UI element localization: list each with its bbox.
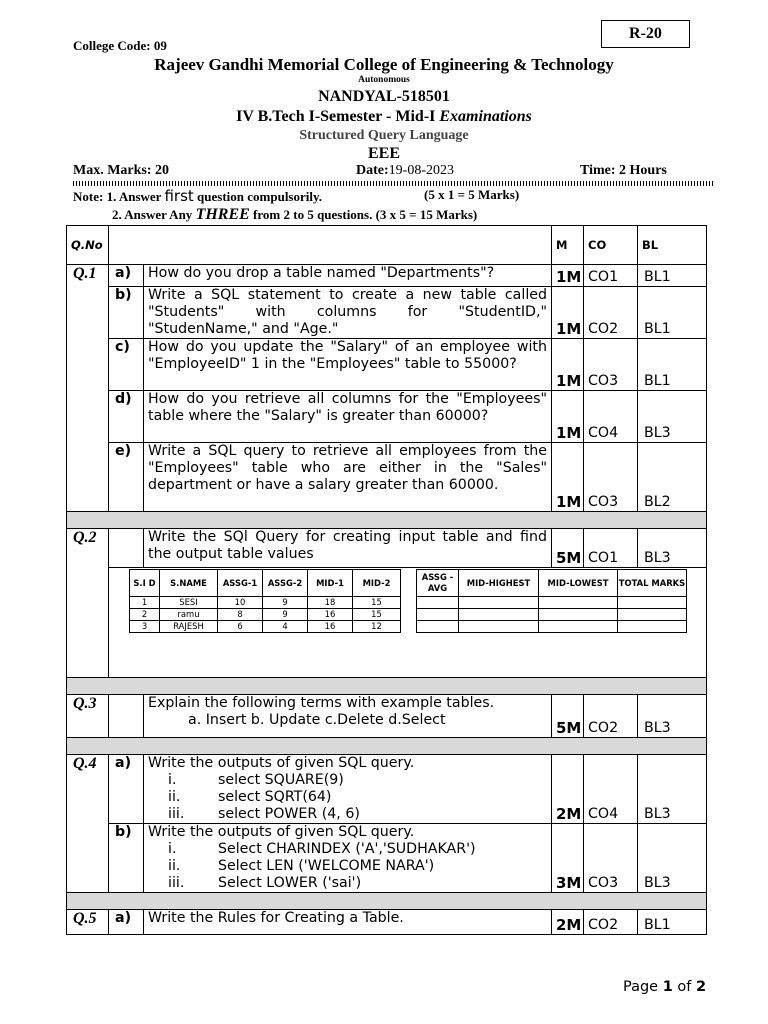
table-row — [130, 621, 401, 633]
q3-line-2: a. Insert b. Update c.Delete d.Select — [188, 712, 446, 728]
note-1-marks: (5 x 1 = 5 Marks) — [424, 187, 520, 202]
separator-row — [67, 738, 707, 755]
blooms-level: BL1 — [638, 287, 707, 339]
table-cell — [417, 597, 459, 609]
blooms-level: BL2 — [638, 443, 707, 512]
marks: 1M — [552, 339, 584, 391]
header-co: CO — [584, 226, 638, 265]
output-header-cell: ASSG -AVG — [417, 570, 459, 597]
item-number: ii. — [168, 858, 181, 874]
output-header-cell: TOTAL MARKS — [618, 570, 687, 597]
input-header-cell: ASSG-1 — [218, 570, 263, 597]
course-outcome: CO4 — [584, 391, 638, 443]
table-cell: 16 — [308, 609, 353, 621]
note-2-emphasis: THREE — [195, 206, 250, 223]
input-header-cell: MID-2 — [353, 570, 401, 597]
exam-title-prefix: IV B.Tech I-Semester - Mid-I — [236, 108, 440, 125]
sub-question-label: a) — [109, 265, 144, 287]
table-row — [67, 265, 707, 287]
course-outcome: CO3 — [584, 824, 638, 893]
table-row — [417, 609, 687, 621]
blooms-level: BL3 — [638, 695, 707, 738]
output-header-cell: MID-HIGHEST — [459, 570, 539, 597]
separator-row — [67, 678, 707, 695]
course-outcome: CO2 — [584, 910, 638, 935]
table-cell: 16 — [308, 621, 353, 633]
blooms-level: BL3 — [638, 529, 707, 568]
item-text: select POWER (4, 6) — [218, 806, 360, 822]
separator-row — [67, 512, 707, 529]
table-row — [67, 910, 707, 935]
item-number: iii. — [168, 875, 185, 891]
sub-question-label: b) — [109, 287, 144, 339]
sub-question-label: a) — [109, 755, 144, 824]
question-text: Write a SQL statement to create a new table called "Students" with columns for "StudentID," "StudenName," and "Age." — [144, 287, 552, 339]
table-cell: 18 — [308, 597, 353, 609]
table-cell — [459, 597, 539, 609]
output-table-header — [417, 570, 687, 597]
header-qno: Q.No — [67, 226, 109, 265]
header-question — [109, 226, 552, 265]
table-cell: 9 — [263, 609, 308, 621]
item-text: Select LOWER ('sai') — [218, 875, 362, 891]
page-total: 2 — [696, 979, 707, 995]
question-text: Write the Rules for Creating a Table. — [144, 910, 552, 935]
output-header-cell: MID-LOWEST — [539, 570, 618, 597]
sub-question-label — [109, 529, 144, 568]
page-footer — [623, 979, 706, 995]
list-item — [148, 772, 547, 789]
exam-title-suffix: Examinations — [439, 108, 532, 125]
separator-cell — [67, 738, 707, 755]
q4a-intro: Write the outputs of given SQL query. — [148, 755, 415, 771]
table-row — [67, 391, 707, 443]
item-text: select SQUARE(9) — [218, 772, 344, 788]
sub-question-label: a) — [109, 910, 144, 935]
course-outcome: CO3 — [584, 339, 638, 391]
course-outcome: CO2 — [584, 287, 638, 339]
list-item — [148, 789, 547, 806]
table-cell — [618, 621, 687, 633]
table-cell — [459, 609, 539, 621]
sub-question-label — [109, 695, 144, 738]
list-item — [148, 858, 547, 875]
table-cell: 10 — [218, 597, 263, 609]
input-table-header — [130, 570, 401, 597]
course-outcome: CO1 — [584, 265, 638, 287]
table-cell: ramu — [160, 609, 218, 621]
table-cell: 2 — [130, 609, 160, 621]
college-name: Rajeev Gandhi Memorial College of Engineering & Technology — [154, 55, 614, 74]
exam-title — [0, 108, 768, 126]
header-bl: BL — [638, 226, 707, 265]
question-text: How do you update the "Salary" of an employee with "EmployeeID" 1 in the "Employees" table to 55000? — [144, 339, 552, 391]
note-2 — [112, 206, 477, 224]
table-cell — [618, 597, 687, 609]
of-word: of — [672, 979, 697, 995]
item-text: select SQRT(64) — [218, 789, 332, 805]
list-item — [148, 841, 547, 858]
item-number: i. — [168, 772, 177, 788]
date-value: 19-08-2023 — [388, 163, 454, 178]
question-number: Q.1 — [67, 265, 109, 512]
marks: 5M — [552, 695, 584, 738]
table-row — [67, 824, 707, 893]
dotted-divider — [73, 181, 714, 186]
autonomous-label: Autonomous — [358, 75, 410, 85]
table-cell: SESI — [160, 597, 218, 609]
marks: 2M — [552, 910, 584, 935]
subject-name: Structured Query Language — [299, 128, 469, 143]
blooms-level: BL3 — [638, 755, 707, 824]
q4b-intro: Write the outputs of given SQL query. — [148, 824, 415, 840]
question-text: How do you drop a table named "Departments"? — [144, 265, 552, 287]
question-number: Q.3 — [67, 695, 109, 738]
table-cell — [417, 621, 459, 633]
table-cell — [417, 609, 459, 621]
question-number: Q.2 — [67, 529, 109, 678]
table-cell: 4 — [263, 621, 308, 633]
exam-time: Time: 2 Hours — [580, 163, 667, 178]
college-city: NANDYAL-518501 — [318, 88, 450, 105]
item-number: i. — [168, 841, 177, 857]
header-marks: M — [552, 226, 584, 265]
course-outcome: CO1 — [584, 529, 638, 568]
table-row — [67, 695, 707, 738]
note-1-text: Note: 1. Answer — [73, 189, 165, 204]
table-row — [417, 597, 687, 609]
marks: 1M — [552, 265, 584, 287]
table-cell — [618, 609, 687, 621]
table-row — [67, 339, 707, 391]
separator-cell — [67, 512, 707, 529]
blooms-level: BL1 — [638, 265, 707, 287]
table-row — [67, 287, 707, 339]
page-word: Page — [623, 979, 663, 995]
table-cell: 8 — [218, 609, 263, 621]
marks: 1M — [552, 443, 584, 512]
page-number: 1 — [662, 979, 673, 995]
question-text: Write the SQl Query for creating input table and find the output table values — [144, 529, 552, 568]
question-number: Q.4 — [67, 755, 109, 893]
table-cell: 15 — [353, 609, 401, 621]
separator-cell — [67, 893, 707, 910]
sub-question-label: c) — [109, 339, 144, 391]
course-outcome: CO2 — [584, 695, 638, 738]
marks: 2M — [552, 755, 584, 824]
sub-question-label: e) — [109, 443, 144, 512]
input-header-cell: ASSG-2 — [263, 570, 308, 597]
item-number: ii. — [168, 789, 181, 805]
input-header-cell: S.I D — [130, 570, 160, 597]
question-text — [144, 695, 552, 738]
q2-input-table — [129, 569, 401, 633]
blooms-level: BL3 — [638, 391, 707, 443]
table-row — [130, 609, 401, 621]
q2-output-table — [416, 569, 687, 633]
item-text: Select CHARINDEX ('A','SUDHAKAR') — [218, 841, 476, 857]
list-item — [148, 875, 547, 892]
note-2-text: 2. Answer Any — [112, 207, 196, 222]
blooms-level: BL3 — [638, 824, 707, 893]
question-text: How do you retrieve all columns for the "Employees" table where the "Salary" is greater than 60000? — [144, 391, 552, 443]
question-text — [144, 824, 552, 893]
table-row — [67, 529, 707, 568]
exam-date — [356, 163, 454, 179]
question-number: Q.5 — [67, 910, 109, 935]
table-row — [67, 443, 707, 512]
question-text — [144, 755, 552, 824]
q3-line-1: Explain the following terms with example tables. — [148, 695, 495, 711]
list-item — [148, 806, 547, 823]
sub-question-label: d) — [109, 391, 144, 443]
marks: 1M — [552, 391, 584, 443]
branch-name: EEE — [367, 145, 400, 162]
table-cell: 1 — [130, 597, 160, 609]
table-cell: RAJESH — [160, 621, 218, 633]
regulation-code-box: R-20 — [601, 20, 690, 48]
course-outcome: CO3 — [584, 443, 638, 512]
input-header-cell: S.NAME — [160, 570, 218, 597]
blooms-level: BL1 — [638, 339, 707, 391]
table-row — [417, 621, 687, 633]
blooms-level: BL1 — [638, 910, 707, 935]
table-header-row — [67, 226, 707, 265]
note-2-rest: from 2 to 5 questions. (3 x 5 = 15 Marks) — [249, 207, 478, 222]
marks: 3M — [552, 824, 584, 893]
input-header-cell: MID-1 — [308, 570, 353, 597]
table-cell: 3 — [130, 621, 160, 633]
table-cell: 12 — [353, 621, 401, 633]
table-row — [67, 755, 707, 824]
table-cell: 15 — [353, 597, 401, 609]
sub-question-label: b) — [109, 824, 144, 893]
item-number: iii. — [168, 806, 185, 822]
date-label: Date: — [356, 163, 389, 178]
marks: 1M — [552, 287, 584, 339]
table-cell: 6 — [218, 621, 263, 633]
table-cell: 9 — [263, 597, 308, 609]
course-outcome: CO4 — [584, 755, 638, 824]
note-1 — [73, 187, 322, 205]
max-marks: Max. Marks: 20 — [73, 163, 170, 178]
college-code: College Code: 09 — [73, 38, 167, 53]
table-cell — [459, 621, 539, 633]
separator-row — [67, 893, 707, 910]
table-cell — [539, 597, 618, 609]
question-text: Write a SQL query to retrieve all employees from the "Employees" table who are either in the "Sales" department or have a salary greater than 60000. — [144, 443, 552, 512]
item-text: Select LEN ('WELCOME NARA') — [218, 858, 435, 874]
table-cell — [539, 609, 618, 621]
table-row — [130, 597, 401, 609]
marks: 5M — [552, 529, 584, 568]
note-1-rest: question compulsorily. — [193, 189, 323, 204]
note-1-emphasis: first — [164, 187, 194, 205]
separator-cell — [67, 678, 707, 695]
table-cell — [539, 621, 618, 633]
